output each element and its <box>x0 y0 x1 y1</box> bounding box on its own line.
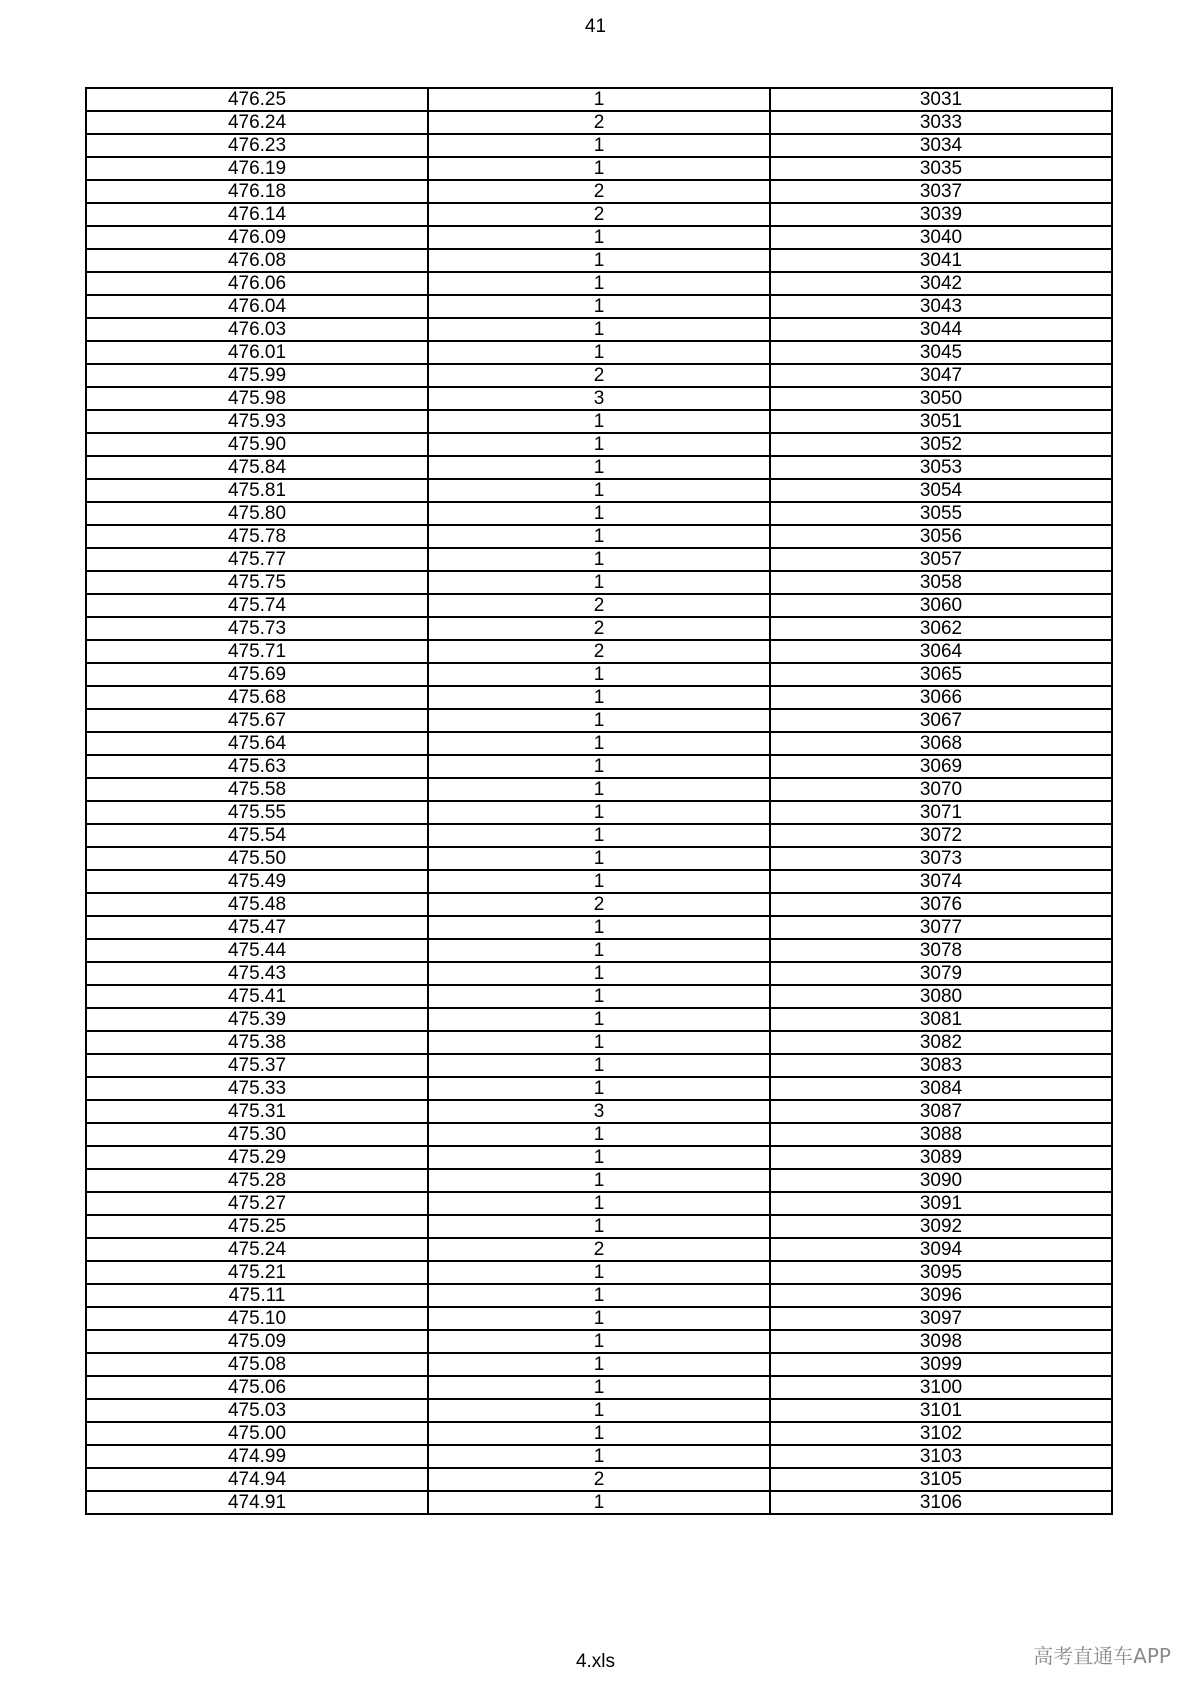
table-row <box>86 870 1112 893</box>
cumulative-cell: 3047 <box>770 364 1112 387</box>
count-cell: 2 <box>428 617 770 640</box>
cumulative-cell: 3054 <box>770 479 1112 502</box>
cumulative-cell: 3076 <box>770 893 1112 916</box>
count-cell: 2 <box>428 640 770 663</box>
cumulative-cell: 3060 <box>770 594 1112 617</box>
score-cell: 476.25 <box>86 88 428 111</box>
count-cell: 1 <box>428 1146 770 1169</box>
cumulative-cell: 3077 <box>770 916 1112 939</box>
cumulative-cell: 3105 <box>770 1468 1112 1491</box>
count-cell: 1 <box>428 870 770 893</box>
score-cell: 474.99 <box>86 1445 428 1468</box>
cumulative-cell: 3039 <box>770 203 1112 226</box>
count-cell: 1 <box>428 755 770 778</box>
table-row <box>86 203 1112 226</box>
table-row <box>86 1399 1112 1422</box>
table-row <box>86 502 1112 525</box>
count-cell: 1 <box>428 1031 770 1054</box>
table-row <box>86 1123 1112 1146</box>
cumulative-cell: 3079 <box>770 962 1112 985</box>
table-row <box>86 157 1112 180</box>
score-cell: 475.50 <box>86 847 428 870</box>
cumulative-cell: 3067 <box>770 709 1112 732</box>
score-cell: 475.30 <box>86 1123 428 1146</box>
score-cell: 476.18 <box>86 180 428 203</box>
score-cell: 475.74 <box>86 594 428 617</box>
cumulative-cell: 3100 <box>770 1376 1112 1399</box>
cumulative-cell: 3101 <box>770 1399 1112 1422</box>
count-cell: 1 <box>428 1054 770 1077</box>
score-cell: 475.67 <box>86 709 428 732</box>
score-cell: 475.73 <box>86 617 428 640</box>
count-cell: 2 <box>428 893 770 916</box>
score-cell: 475.48 <box>86 893 428 916</box>
count-cell: 1 <box>428 1353 770 1376</box>
cumulative-cell: 3092 <box>770 1215 1112 1238</box>
score-cell: 476.06 <box>86 272 428 295</box>
count-cell: 1 <box>428 962 770 985</box>
page-number: 41 <box>584 16 607 37</box>
count-cell: 1 <box>428 318 770 341</box>
cumulative-cell: 3062 <box>770 617 1112 640</box>
cumulative-cell: 3069 <box>770 755 1112 778</box>
score-cell: 476.04 <box>86 295 428 318</box>
cumulative-cell: 3034 <box>770 134 1112 157</box>
cumulative-cell: 3044 <box>770 318 1112 341</box>
count-cell: 1 <box>428 548 770 571</box>
score-cell: 476.08 <box>86 249 428 272</box>
count-cell: 1 <box>428 939 770 962</box>
score-cell: 475.93 <box>86 410 428 433</box>
table-row <box>86 1100 1112 1123</box>
score-cell: 475.98 <box>86 387 428 410</box>
count-cell: 1 <box>428 1192 770 1215</box>
table-row <box>86 1008 1112 1031</box>
count-cell: 1 <box>428 916 770 939</box>
cumulative-cell: 3031 <box>770 88 1112 111</box>
cumulative-cell: 3066 <box>770 686 1112 709</box>
score-cell: 475.71 <box>86 640 428 663</box>
table-row <box>86 548 1112 571</box>
table-row <box>86 824 1112 847</box>
score-cell: 475.03 <box>86 1399 428 1422</box>
score-cell: 475.44 <box>86 939 428 962</box>
table-row <box>86 778 1112 801</box>
score-cell: 475.10 <box>86 1307 428 1330</box>
cumulative-cell: 3042 <box>770 272 1112 295</box>
cumulative-cell: 3084 <box>770 1077 1112 1100</box>
table-row <box>86 847 1112 870</box>
score-cell: 475.27 <box>86 1192 428 1215</box>
score-cell: 475.78 <box>86 525 428 548</box>
table-row <box>86 1146 1112 1169</box>
score-cell: 475.24 <box>86 1238 428 1261</box>
table-row <box>86 1077 1112 1100</box>
score-cell: 475.29 <box>86 1146 428 1169</box>
cumulative-cell: 3053 <box>770 456 1112 479</box>
cumulative-cell: 3057 <box>770 548 1112 571</box>
count-cell: 1 <box>428 525 770 548</box>
count-cell: 1 <box>428 502 770 525</box>
score-cell: 475.77 <box>86 548 428 571</box>
count-cell: 2 <box>428 111 770 134</box>
count-cell: 1 <box>428 272 770 295</box>
cumulative-cell: 3088 <box>770 1123 1112 1146</box>
score-cell: 475.75 <box>86 571 428 594</box>
cumulative-cell: 3074 <box>770 870 1112 893</box>
cumulative-cell: 3098 <box>770 1330 1112 1353</box>
score-cell: 475.90 <box>86 433 428 456</box>
score-cell: 475.43 <box>86 962 428 985</box>
score-cell: 476.01 <box>86 341 428 364</box>
table-row <box>86 88 1112 111</box>
table-row <box>86 1445 1112 1468</box>
count-cell: 2 <box>428 1238 770 1261</box>
table-row <box>86 893 1112 916</box>
table-row <box>86 939 1112 962</box>
count-cell: 1 <box>428 778 770 801</box>
score-cell: 475.21 <box>86 1261 428 1284</box>
count-cell: 2 <box>428 364 770 387</box>
table-row <box>86 295 1112 318</box>
score-cell: 476.03 <box>86 318 428 341</box>
table-row <box>86 1261 1112 1284</box>
cumulative-cell: 3068 <box>770 732 1112 755</box>
table-row <box>86 1376 1112 1399</box>
cumulative-cell: 3094 <box>770 1238 1112 1261</box>
score-cell: 475.58 <box>86 778 428 801</box>
cumulative-cell: 3081 <box>770 1008 1112 1031</box>
table-row <box>86 1215 1112 1238</box>
table-row <box>86 226 1112 249</box>
count-cell: 1 <box>428 1077 770 1100</box>
score-cell: 475.64 <box>86 732 428 755</box>
table-row <box>86 1422 1112 1445</box>
footer-filename: 4.xls <box>575 1651 616 1672</box>
table-row <box>86 1238 1112 1261</box>
score-cell: 475.41 <box>86 985 428 1008</box>
count-cell: 1 <box>428 1491 770 1514</box>
score-cell: 475.69 <box>86 663 428 686</box>
count-cell: 1 <box>428 295 770 318</box>
score-cell: 475.08 <box>86 1353 428 1376</box>
score-cell: 476.24 <box>86 111 428 134</box>
table-row <box>86 1054 1112 1077</box>
cumulative-cell: 3082 <box>770 1031 1112 1054</box>
cumulative-cell: 3083 <box>770 1054 1112 1077</box>
cumulative-cell: 3070 <box>770 778 1112 801</box>
score-cell: 475.80 <box>86 502 428 525</box>
cumulative-cell: 3065 <box>770 663 1112 686</box>
score-cell: 475.06 <box>86 1376 428 1399</box>
cumulative-cell: 3089 <box>770 1146 1112 1169</box>
cumulative-cell: 3090 <box>770 1169 1112 1192</box>
table-row <box>86 111 1112 134</box>
table-row <box>86 732 1112 755</box>
table-row <box>86 1491 1112 1514</box>
count-cell: 1 <box>428 1008 770 1031</box>
score-cell: 475.55 <box>86 801 428 824</box>
cumulative-cell: 3033 <box>770 111 1112 134</box>
table-row <box>86 180 1112 203</box>
score-cell: 475.11 <box>86 1284 428 1307</box>
score-cell: 475.31 <box>86 1100 428 1123</box>
score-table <box>85 87 1113 1515</box>
score-cell: 476.19 <box>86 157 428 180</box>
cumulative-cell: 3037 <box>770 180 1112 203</box>
score-cell: 475.99 <box>86 364 428 387</box>
table-body <box>86 88 1112 1514</box>
count-cell: 1 <box>428 686 770 709</box>
table-row <box>86 640 1112 663</box>
table-row <box>86 594 1112 617</box>
count-cell: 1 <box>428 456 770 479</box>
count-cell: 1 <box>428 847 770 870</box>
count-cell: 1 <box>428 134 770 157</box>
count-cell: 2 <box>428 594 770 617</box>
score-cell: 475.54 <box>86 824 428 847</box>
count-cell: 1 <box>428 571 770 594</box>
cumulative-cell: 3055 <box>770 502 1112 525</box>
count-cell: 1 <box>428 709 770 732</box>
score-cell: 475.81 <box>86 479 428 502</box>
score-cell: 475.25 <box>86 1215 428 1238</box>
score-cell: 475.28 <box>86 1169 428 1192</box>
score-cell: 475.09 <box>86 1330 428 1353</box>
score-cell: 475.49 <box>86 870 428 893</box>
count-cell: 2 <box>428 1468 770 1491</box>
table-row <box>86 272 1112 295</box>
cumulative-cell: 3043 <box>770 295 1112 318</box>
count-cell: 1 <box>428 433 770 456</box>
cumulative-cell: 3080 <box>770 985 1112 1008</box>
cumulative-cell: 3106 <box>770 1491 1112 1514</box>
table-row <box>86 479 1112 502</box>
table-row <box>86 663 1112 686</box>
score-cell: 475.38 <box>86 1031 428 1054</box>
score-cell: 476.09 <box>86 226 428 249</box>
count-cell: 1 <box>428 410 770 433</box>
cumulative-cell: 3096 <box>770 1284 1112 1307</box>
count-cell: 1 <box>428 1330 770 1353</box>
count-cell: 1 <box>428 985 770 1008</box>
table-row <box>86 134 1112 157</box>
table-row <box>86 801 1112 824</box>
table-row <box>86 985 1112 1008</box>
table-row <box>86 617 1112 640</box>
count-cell: 1 <box>428 1215 770 1238</box>
count-cell: 1 <box>428 1445 770 1468</box>
cumulative-cell: 3099 <box>770 1353 1112 1376</box>
score-cell: 476.14 <box>86 203 428 226</box>
table-row <box>86 709 1112 732</box>
table-row <box>86 1307 1112 1330</box>
count-cell: 3 <box>428 387 770 410</box>
count-cell: 2 <box>428 180 770 203</box>
count-cell: 1 <box>428 1123 770 1146</box>
score-cell: 475.39 <box>86 1008 428 1031</box>
count-cell: 2 <box>428 203 770 226</box>
score-cell: 475.47 <box>86 916 428 939</box>
table-row <box>86 525 1112 548</box>
count-cell: 1 <box>428 1307 770 1330</box>
count-cell: 1 <box>428 1422 770 1445</box>
count-cell: 1 <box>428 663 770 686</box>
table-row <box>86 1468 1112 1491</box>
watermark-logo-text: 高考直通车APP <box>1033 1644 1171 1668</box>
cumulative-cell: 3103 <box>770 1445 1112 1468</box>
score-cell: 475.84 <box>86 456 428 479</box>
table-row <box>86 341 1112 364</box>
cumulative-cell: 3095 <box>770 1261 1112 1284</box>
table-row <box>86 456 1112 479</box>
cumulative-cell: 3056 <box>770 525 1112 548</box>
score-cell: 475.33 <box>86 1077 428 1100</box>
cumulative-cell: 3091 <box>770 1192 1112 1215</box>
score-cell: 474.91 <box>86 1491 428 1514</box>
table-row <box>86 433 1112 456</box>
count-cell: 1 <box>428 1169 770 1192</box>
cumulative-cell: 3045 <box>770 341 1112 364</box>
count-cell: 1 <box>428 1284 770 1307</box>
score-cell: 475.37 <box>86 1054 428 1077</box>
cumulative-cell: 3040 <box>770 226 1112 249</box>
cumulative-cell: 3073 <box>770 847 1112 870</box>
count-cell: 1 <box>428 341 770 364</box>
count-cell: 1 <box>428 824 770 847</box>
table-row <box>86 686 1112 709</box>
table-row <box>86 962 1112 985</box>
count-cell: 1 <box>428 1376 770 1399</box>
table-row <box>86 571 1112 594</box>
table-row <box>86 1192 1112 1215</box>
table-row <box>86 1284 1112 1307</box>
cumulative-cell: 3071 <box>770 801 1112 824</box>
cumulative-cell: 3058 <box>770 571 1112 594</box>
count-cell: 1 <box>428 1261 770 1284</box>
cumulative-cell: 3072 <box>770 824 1112 847</box>
cumulative-cell: 3097 <box>770 1307 1112 1330</box>
score-cell: 476.23 <box>86 134 428 157</box>
count-cell: 1 <box>428 801 770 824</box>
cumulative-cell: 3051 <box>770 410 1112 433</box>
table-row <box>86 387 1112 410</box>
cumulative-cell: 3102 <box>770 1422 1112 1445</box>
cumulative-cell: 3035 <box>770 157 1112 180</box>
count-cell: 1 <box>428 157 770 180</box>
table-row <box>86 1330 1112 1353</box>
count-cell: 3 <box>428 1100 770 1123</box>
cumulative-cell: 3087 <box>770 1100 1112 1123</box>
table-row <box>86 1169 1112 1192</box>
cumulative-cell: 3064 <box>770 640 1112 663</box>
table-row <box>86 364 1112 387</box>
table-row <box>86 1353 1112 1376</box>
score-cell: 475.68 <box>86 686 428 709</box>
count-cell: 1 <box>428 479 770 502</box>
table-row <box>86 916 1112 939</box>
cumulative-cell: 3078 <box>770 939 1112 962</box>
score-cell: 475.63 <box>86 755 428 778</box>
count-cell: 1 <box>428 732 770 755</box>
cumulative-cell: 3050 <box>770 387 1112 410</box>
cumulative-cell: 3052 <box>770 433 1112 456</box>
count-cell: 1 <box>428 88 770 111</box>
count-cell: 1 <box>428 226 770 249</box>
table-row <box>86 410 1112 433</box>
score-cell: 475.00 <box>86 1422 428 1445</box>
table-row <box>86 755 1112 778</box>
cumulative-cell: 3041 <box>770 249 1112 272</box>
count-cell: 1 <box>428 249 770 272</box>
table-row <box>86 249 1112 272</box>
table-row <box>86 318 1112 341</box>
table-row <box>86 1031 1112 1054</box>
score-cell: 474.94 <box>86 1468 428 1491</box>
count-cell: 1 <box>428 1399 770 1422</box>
